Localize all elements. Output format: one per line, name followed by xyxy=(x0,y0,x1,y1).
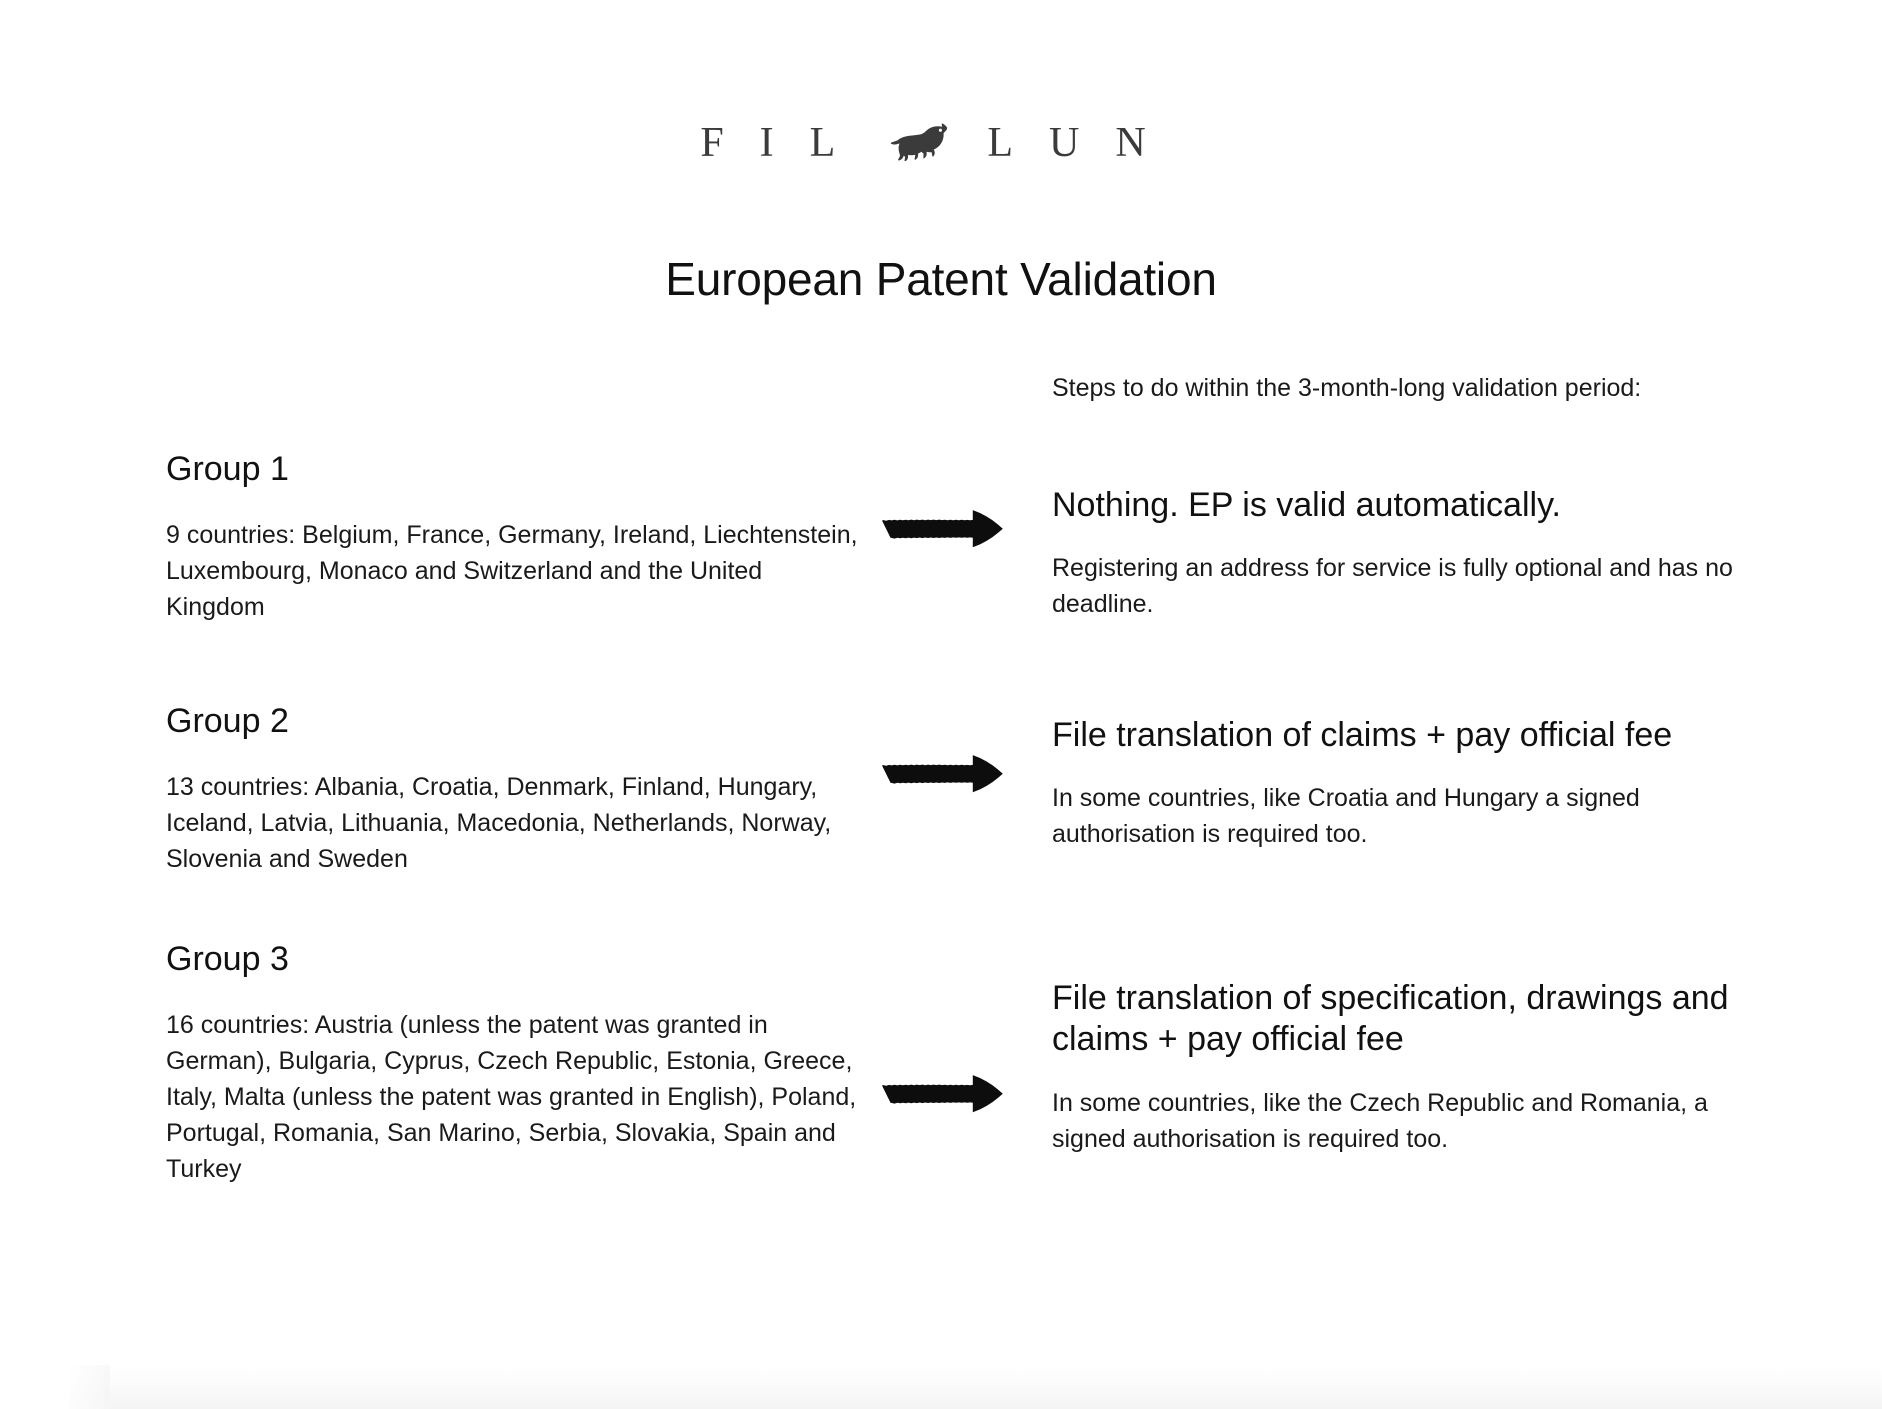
fox-silhouette-icon xyxy=(889,123,951,163)
step-2-heading: File translation of claims + pay official fee xyxy=(1052,716,1673,754)
right-arrow-icon xyxy=(880,735,1020,807)
step-block-3 xyxy=(1052,978,1767,1157)
step-3-note: In some countries, like the Czech Republic and Romania, a signed authorisation is required too. xyxy=(1052,1088,1708,1153)
group-3-heading: Group 3 xyxy=(166,940,289,978)
group-block-1 xyxy=(166,448,866,625)
step-2-note: In some countries, like Croatia and Hungary a signed authorisation is required too. xyxy=(1052,784,1640,849)
group-2-countries: 13 countries: Albania, Croatia, Denmark, Finland, Hungary, Iceland, Latvia, Lithuania, Macedonia, Netherlands, Norway, Slovenia and Sweden xyxy=(166,772,832,873)
step-1-heading: Nothing. EP is valid automatically. xyxy=(1052,486,1561,524)
step-3-heading: File translation of specification, drawings and claims + pay official fee xyxy=(1052,979,1729,1059)
step-block-1 xyxy=(1052,485,1767,622)
group-2-heading: Group 2 xyxy=(166,702,289,740)
right-arrow-icon xyxy=(880,490,1020,562)
content-area xyxy=(0,370,1882,1320)
page-bottom-edge xyxy=(104,1365,1882,1409)
group-block-2 xyxy=(166,700,866,877)
group-1-countries: 9 countries: Belgium, France, Germany, Ireland, Liechtenstein, Luxembourg, Monaco and Switzerland and the United Kingdom xyxy=(166,520,858,621)
group-1-heading: Group 1 xyxy=(166,450,289,488)
step-1-note: Registering an address for service is fully optional and has no deadline. xyxy=(1052,554,1733,619)
step-block-2 xyxy=(1052,715,1767,852)
right-arrow-icon xyxy=(880,1055,1020,1127)
brand-word-left: FIL xyxy=(700,120,872,166)
brand-word-right: LUN xyxy=(987,120,1182,166)
brand-logo xyxy=(0,122,1882,164)
page-title: European Patent Validation xyxy=(665,253,1217,305)
group-block-3 xyxy=(166,938,866,1187)
group-3-countries: 16 countries: Austria (unless the patent was granted in German), Bulgaria, Cyprus, Czech Republic, Estonia, Greece, Italy, Malta (unless the patent was granted in English), Poland, Portugal, Romania, San Marino, Serbia, Slovakia, Spain and Turkey xyxy=(166,1010,857,1183)
steps-intro: Steps to do within the 3-month-long validation period: xyxy=(1052,374,1642,402)
